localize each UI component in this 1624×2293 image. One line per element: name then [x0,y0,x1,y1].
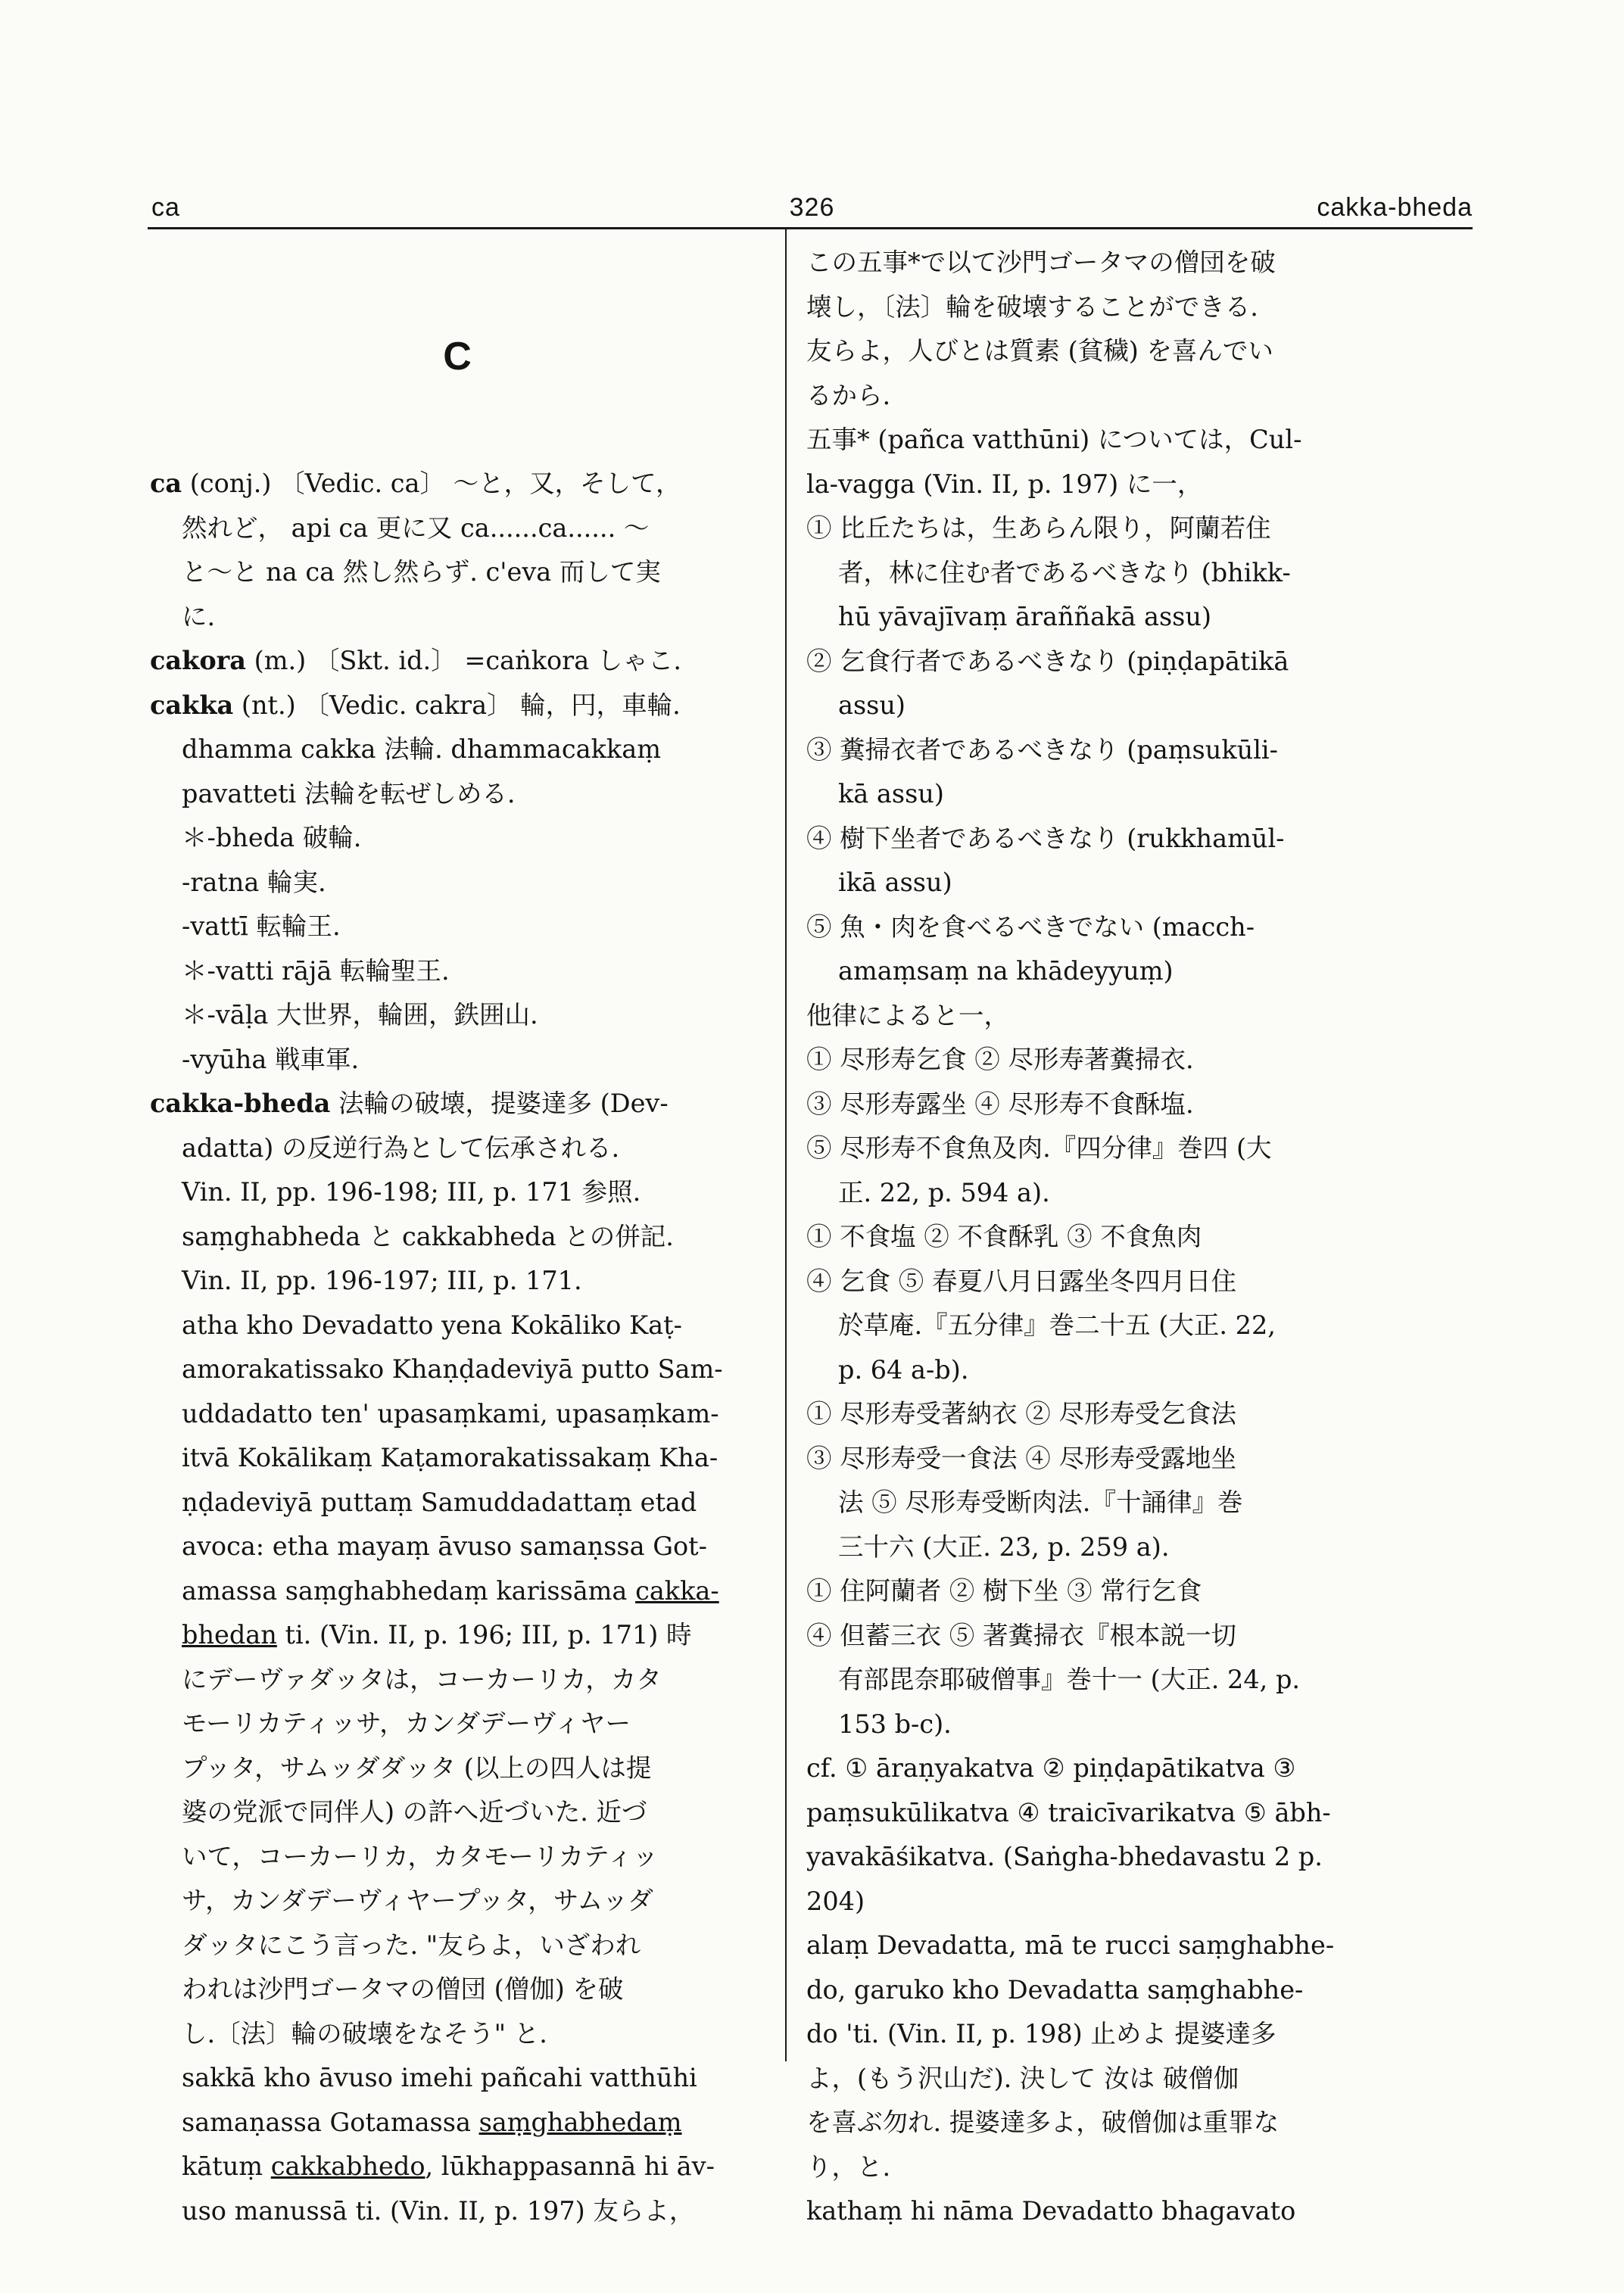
text-line: yavakāśikatva. (Saṅgha-bhedavastu 2 p. [806,1842,1323,1871]
text-line: do 'ti. (Vin. II, p. 198) 止めよ 提婆達多 [806,2019,1276,2048]
entry-line: adatta) の反逆行為として伝承される. [182,1132,620,1163]
headword: ca [150,469,182,498]
entry-line: -vattī 転輪王. [182,911,341,941]
translation-line: し.〔法〕輪の破壊をなそう" と. [182,2018,547,2048]
translation-line: にデーヴァダッタは，コーカーリカ，カタ [182,1664,662,1694]
citation-text: ti. (Vin. II, p. 196; III, p. 171) 時 [276,1620,692,1650]
entry-cakka-bheda [150,1082,765,2233]
text-line: 友らよ，人びとは質素 (貧穢) を喜んでい [806,336,1273,366]
entry-line: pavatteti 法輪を転ぜしめる. [182,778,516,808]
list-item-cont: 者，林に住む者であるべきなり (bhikk- [838,557,1291,587]
pali-line: ṇḍadeviyā puttaṃ Samuddadattaṃ etad [182,1487,697,1517]
entry-text: 法輪の破壊，提婆達多 (Dev- [330,1089,669,1118]
list-item: ④ 但蓄三衣 ⑤ 著糞掃衣『根本説一切 [806,1620,1236,1650]
pali-text: samaṇassa Gotamassa [182,2107,479,2137]
pali-line: avoca: etha mayaṃ āvuso samaṇssa Got- [182,1531,707,1561]
pali-line: sakkā kho āvuso imehi pañcahi vatthūhi [182,2063,697,2092]
page-number: 326 [789,193,835,222]
list-item-cont: assu) [838,690,906,720]
list-item-cont: 153 b-c). [838,1709,952,1739]
text-line: を喜ぶ勿れ. 提婆達多よ，破僧伽は重罪な [806,2108,1280,2137]
list-item: ① 不食塩 ② 不食酥乳 ③ 不食魚肉 [806,1222,1202,1251]
text-line: り，と. [806,2151,891,2182]
entry-cakora [150,639,765,684]
list-item: ④ 乞食 ⑤ 春夏八月日露坐冬四月日住 [806,1266,1236,1296]
list-item: ③ 尽形寿露坐 ④ 尽形寿不食酥塩. [806,1089,1194,1119]
list-item-cont: kā assu) [838,779,944,808]
pali-line: uso manussā ti. (Vin. II, p. 197) 友らよ， [182,2195,695,2226]
pali-text: amassa saṃghabhedaṃ karissāma [182,1575,636,1606]
list-item-cont: 有部毘奈耶破僧事』巻十一 (大正. 24, p. [838,1665,1301,1694]
list-item: ③ 糞掃衣者であるべきなり (paṃsukūli- [806,734,1278,765]
header-right-guide-word: cakka-bheda [1317,193,1473,222]
entry-line: ＊-bheda 破輪. [182,823,362,852]
entry-line: ＊-vatti rājā 転輪聖王. [182,955,450,986]
text-line: 204) [806,1886,865,1916]
header-left-guide-word: ca [151,193,180,222]
entry-line: 然れど， api ca 更に又 ca......ca...... 〜 [182,512,650,543]
column-divider [785,229,787,2061]
entry-line: saṃghabheda と cakkabheda との併記. [182,1221,674,1251]
entry-text: (m.) 〔Skt. id.〕 =caṅkora しゃこ. [246,646,681,675]
pali-line: amorakatissako Khaṇḍadeviyā putto Sam- [182,1354,723,1384]
entry-line: と〜と na ca 然し然らず. c'eva 而して実 [182,557,661,587]
pali-text: kātuṃ [182,2151,271,2181]
entry-line: -ratna 輪実. [182,867,326,897]
section-letter: C [443,335,472,379]
list-item-cont: 法 ⑤ 尽形寿受断肉法.『十誦律』巻 [838,1488,1243,1517]
entry-text: (conj.) 〔Vedic. ca〕 〜と，又，そして， [182,469,681,498]
entry-text: (nt.) 〔Vedic. cakra〕 輪，円，車輪. [233,690,681,720]
list-item-cont: amaṃsaṃ na khādeyyuṃ) [838,956,1174,986]
underlined-term: cakka- [635,1575,719,1606]
translation-line: いて，コーカーリカ，カタモーリカティッ [182,1841,659,1871]
text-line: 他律によると一， [806,1000,1009,1030]
right-column [806,241,1426,2234]
running-head [151,193,1473,223]
pali-line [150,2101,765,2145]
list-item-cont: ikā assu) [838,868,952,897]
text-line: 壊し，〔法〕輪を破壊することができる. [806,291,1258,322]
entry-line: Vin. II, pp. 196-198; III, p. 171 参照. [182,1177,641,1207]
text-line: cf. ① āraṇyakatva ② piṇḍapātikatva ③ [806,1753,1296,1783]
pali-line: itvā Kokālikaṃ Kaṭamorakatissakaṃ Kha- [182,1443,718,1472]
text-line: kathaṃ hi nāma Devadatto bhagavato [806,2196,1296,2226]
list-item: ⑤ 尽形寿不食魚及肉.『四分律』巻四 (大 [806,1133,1272,1163]
list-item: ④ 樹下坐者であるべきなり (rukkhamūl- [806,823,1285,853]
text-line: paṃsukūlikatva ④ traicīvarikatva ⑤ ābh- [806,1797,1331,1827]
pali-line [150,1569,765,1614]
text-line: この五事*で以て沙門ゴータマの僧団を破 [806,248,1276,277]
translation-line: 婆の党派で同伴人) の許へ近づいた. 近づ [182,1797,647,1827]
text-line: 五事* (pañca vatthūni) については，Cul- [806,425,1302,454]
left-column [150,241,765,2233]
translation-line: われは沙門ゴータマの僧団 (僧伽) を破 [182,1974,624,2004]
headword: cakora [150,646,247,675]
translation-line: サ，カンダデーヴィヤープッタ，サムッダ [182,1886,653,1915]
list-item-cont: p. 64 a-b). [838,1354,969,1385]
pali-line: uddadatto ten' upasaṃkami, upasaṃkam- [182,1398,719,1428]
translation-line: モーリカティッサ，カンダデーヴィヤー [182,1709,631,1738]
text-line: do, garuko kho Devadatta saṃghabhe- [806,1974,1304,2005]
list-item-cont: 於草庵.『五分律』巻二十五 (大正. 22, [838,1310,1276,1340]
text-line: alaṃ Devadatta, mā te rucci saṃghabhe- [806,1930,1335,1960]
pali-line [150,2145,765,2189]
list-item: ① 住阿蘭者 ② 樹下坐 ③ 常行乞食 [806,1576,1202,1606]
pali-text: , lūkhappasannā hi āv- [425,2151,715,2181]
entry-cakka [150,684,765,1083]
entry-line: ＊-vāḷa 大世界，輪囲，鉄囲山. [182,1000,538,1030]
list-item: ① 尽形寿乞食 ② 尽形寿著糞掃衣. [806,1045,1194,1074]
text-line: よ，(もう沢山だ). 決して 汝は 破僧伽 [806,2063,1239,2093]
list-item-cont: 三十六 (大正. 23, p. 259 a). [838,1531,1170,1562]
underlined-term: saṃghabhedaṃ [478,2107,682,2137]
translation-line: プッタ，サムッダダッタ (以上の四人は提 [182,1752,652,1783]
underlined-term: bhedan [182,1620,277,1650]
entry-line: に. [182,601,216,631]
entry-line: dhamma cakka 法輪. dhammacakkaṃ [182,734,661,764]
entry-line: -vyūha 戦車軍. [182,1044,360,1074]
list-item-cont: hū yāvajīvaṃ āraññakā assu) [838,602,1212,631]
list-item: ② 乞食行者であるべきなり (piṇḍapātikā [806,646,1289,676]
headword: cakka-bheda [150,1089,331,1118]
pali-line: atha kho Devadatto yena Kokāliko Kaṭ- [182,1310,682,1340]
entry-line: Vin. II, pp. 196-197; III, p. 171. [182,1266,582,1295]
text-line: la-vagga (Vin. II, p. 197) に一， [806,469,1203,499]
translation-line: ダッタにこう言った. "友らよ，いざわれ [182,1930,641,1960]
list-item-cont: 正. 22, p. 594 a). [838,1177,1050,1207]
list-item: ③ 尽形寿受一食法 ④ 尽形寿受露地坐 [806,1443,1236,1473]
text-line: るから. [806,380,891,410]
list-item: ⑤ 魚・肉を食べるべきでない (macch- [806,911,1255,942]
list-item: ① 比丘たちは，生あらん限り，阿蘭若住 [806,513,1271,543]
underlined-term: cakkabhedo [270,2151,425,2181]
header-rule [148,227,1473,229]
headword: cakka [150,690,234,720]
list-item: ① 尽形寿受著納衣 ② 尽形寿受乞食法 [806,1399,1236,1428]
pali-line [150,1613,765,1658]
entry-ca [150,462,765,639]
